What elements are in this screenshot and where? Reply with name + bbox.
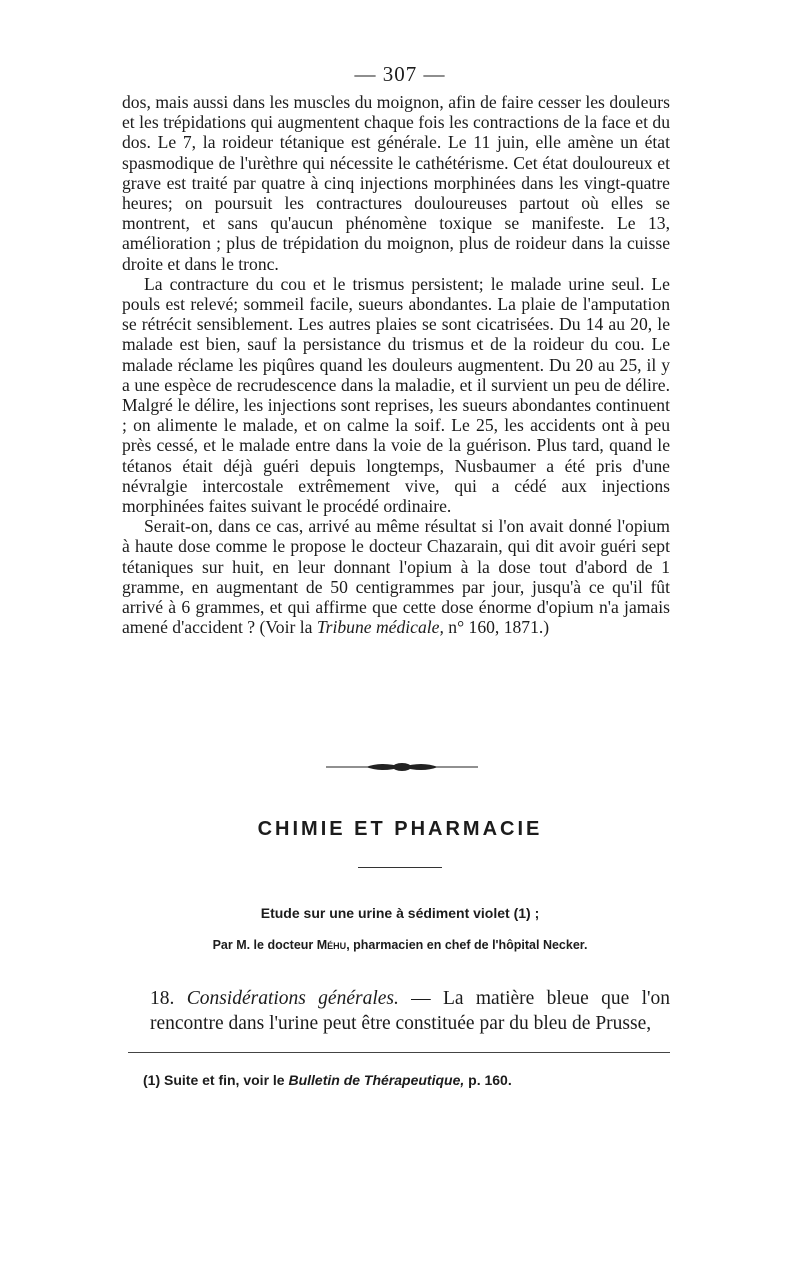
- footnote: [143, 1072, 663, 1088]
- paragraph-text: Serait-on, dans ce cas, arrivé au même résultat si l'on avait donné l'opium à haute dose comme le propose le docteur Chazarain, qui dit avoir guéri sept tétaniques sur huit, en leur donnant l'opium à la dose tout d'abord de 1 gramme, en augmentant de 50 centigrammes par jour, jusqu'à ce qu'il fût arrivé à 6 grammes, et qui affirme que cette dose énorme d'opium n'a jamais amené d'accident ? (Voir la: [122, 516, 670, 638]
- author-name: Méhu: [316, 938, 347, 952]
- footnote-text: (1) Suite et fin, voir le: [143, 1072, 289, 1088]
- page-number: — 307 —: [354, 62, 446, 86]
- body-text: [122, 92, 670, 637]
- intro-heading: Considérations générales.: [186, 988, 399, 1009]
- section-title: CHIMIE ET PHARMACIE: [257, 818, 543, 840]
- citation-end: n° 160, 1871.): [443, 617, 550, 638]
- footnote-page: p. 160.: [464, 1072, 512, 1088]
- article-author: [0, 938, 800, 952]
- title-rule: [358, 867, 442, 868]
- intro-paragraph: [150, 986, 670, 1036]
- footnote-rule: [128, 1052, 670, 1053]
- paragraph: dos, mais aussi dans les muscles du moignon, afin de faire cesser les douleurs et les trépidations qui augmentent chaque fois les contractions de la face et du dos. Le 7, la roideur tétanique est générale. Le 11 juin, elle amène un état spasmodique de l'urèthre qui nécessite le cathétérisme. Cet état douloureux et grave est traité par quatre à cinq injections morphinées dans les vingt-quatre heures; on poursuit les contractures douloureuses partout où elles se montrent, et sans qu'aucun phénomène toxique se manifeste. Le 13, amélioration ; plus de trépidation du moignon, plus de roideur dans la cuisse droite et dans le tronc.: [122, 92, 670, 274]
- footnote-source: Bulletin de Thérapeutique,: [288, 1072, 465, 1088]
- author-prefix: Par M. le docteur: [212, 938, 317, 952]
- paragraph-last: [122, 516, 670, 637]
- paragraph: La contracture du cou et le trismus persistent; le malade urine seul. Le pouls est relevé; sommeil facile, sueurs abondantes. La plaie de l'amputation se rétrécit sensiblement. Les autres plaies se sont cicatrisées. Du 14 au 20, le malade est bien, sauf la persistance du trismus et de la roideur du cou. Le malade réclame les piqûres quand les douleurs augmentent. Du 20 au 25, il y a une espèce de recrudescence dans la maladie, et il survient un peu de délire. Malgré le délire, les injections sont reprises, les sueurs abondantes continuent ; on alimente le malade, et on calme la soif. Le 25, les accidents ont à peu près cessé, et le malade entre dans la voie de la guérison. Plus tard, quand le tétanos était déjà guéri depuis longtemps, Nusbaumer a été pris d'une névralgie intercostale extrêmement vive, qui a cédé aux injections morphinées faites suivant le procédé ordinaire.: [122, 273, 670, 517]
- ornament-divider: [326, 760, 478, 774]
- article-title: Etude sur une urine à sédiment violet (1) ;: [260, 905, 540, 921]
- author-suffix: , pharmacien en chef de l'hôpital Necker.: [346, 938, 588, 952]
- section-number: 18.: [150, 988, 187, 1009]
- citation-title: Tribune médicale,: [316, 617, 444, 638]
- intro-text: — La matière bleue que l'on rencontre dans l'urine peut être constituée par du bleu de Prusse,: [150, 988, 671, 1034]
